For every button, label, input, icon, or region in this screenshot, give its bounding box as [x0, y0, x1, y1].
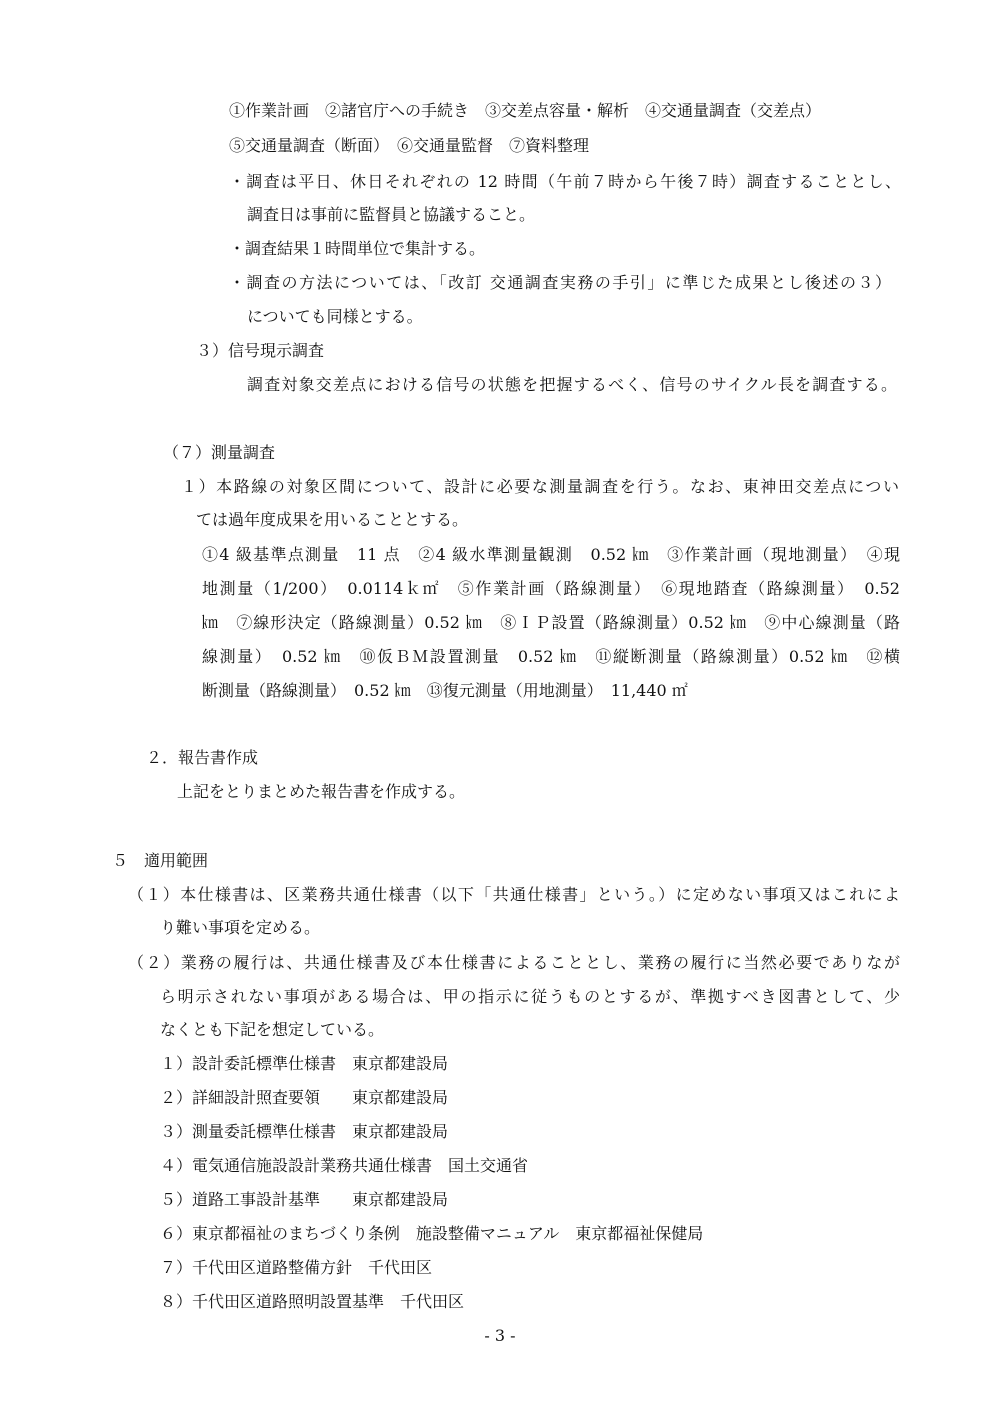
text-line: ①4 級基準点測量 11 点 ②4 級水準測量観測 0.52 ㎞ ③作業計画（現地測量） ④現 — [202, 545, 900, 564]
page-number: - 3 - — [484, 1326, 516, 1345]
text-line: 断測量（路線測量） 0.52 ㎞ ⑬復元測量（用地測量） 11,440 ㎡ — [202, 681, 688, 700]
text-line: り難い事項を定める。 — [160, 918, 321, 937]
text-line: １）本路線の対象区間について、設計に必要な測量調査を行う。なお、東神田交差点につい — [181, 477, 899, 496]
section-heading: ３）信号現示調査 — [196, 341, 325, 360]
text-line: （１）本仕様書は、区業務共通仕様書（以下「共通仕様書」という。）に定めない事項又はこれによ — [128, 885, 900, 904]
list-item: ４）電気通信施設設計業務共通仕様書 国土交通省 — [160, 1156, 529, 1175]
list-item: ８）千代田区道路照明設置基準 千代田区 — [160, 1292, 465, 1311]
text-line: ㎞ ⑦線形決定（路線測量）0.52 ㎞ ⑧ＩＰ設置（路線測量）0.52 ㎞ ⑨中心線測量（路 — [202, 613, 900, 632]
list-item: １）設計委託標準仕様書 東京都建設局 — [160, 1054, 449, 1073]
text-line: 地測量（1/200） 0.0114ｋ㎡ ⑤作業計画（路線測量） ⑥現地踏査（路線測量） 0.52 — [202, 579, 900, 598]
text-line: ①作業計画 ②諸官庁への手続き ③交差点容量・解析 ④交通量調査（交差点） — [229, 101, 822, 120]
list-item: ６）東京都福祉のまちづくり条例 施設整備マニュアル 東京都福祉保健局 — [160, 1224, 704, 1243]
text-line: ・調査結果１時間単位で集計する。 — [229, 239, 486, 258]
section-heading: ５ 適用範囲 — [112, 851, 209, 870]
list-item: ５）道路工事設計基準 東京都建設局 — [160, 1190, 449, 1209]
section-heading: ２．報告書作成 — [146, 748, 259, 767]
list-item: ３）測量委託標準仕様書 東京都建設局 — [160, 1122, 449, 1141]
text-line: ・調査は平日、休日それぞれの 12 時間（午前７時から午後７時）調査することとし、 — [229, 172, 901, 191]
text-line: ては過年度成果を用いることとする。 — [196, 510, 469, 529]
text-line: についても同様とする。 — [247, 307, 423, 326]
text-line: ⑤交通量調査（断面） ⑥交通量監督 ⑦資料整理 — [229, 136, 590, 155]
section-heading: （７）測量調査 — [163, 443, 276, 462]
text-line: （２）業務の履行は、共通仕様書及び本仕様書によることとし、業務の履行に当然必要でありなが — [128, 953, 900, 972]
list-item: ２）詳細設計照査要領 東京都建設局 — [160, 1088, 449, 1107]
text-line: 調査対象交差点における信号の状態を把握するべく、信号のサイクル長を調査する。 — [247, 375, 897, 394]
text-line: 調査日は事前に監督員と協議すること。 — [247, 205, 536, 224]
list-item: ７）千代田区道路整備方針 千代田区 — [160, 1258, 433, 1277]
text-line: 線測量） 0.52 ㎞ ⑩仮ＢＭ設置測量 0.52 ㎞ ⑪縦断測量（路線測量）0.52 ㎞ ⑫横 — [202, 647, 900, 666]
text-line: ら明示されない事項がある場合は、甲の指示に従うものとするが、準拠すべき図書として、少 — [160, 987, 900, 1006]
text-line: 上記をとりまとめた報告書を作成する。 — [177, 782, 466, 801]
text-line: ・調査の方法については、「改訂 交通調査実務の手引」に準じた成果とし後述の３） — [229, 273, 891, 292]
text-line: なくとも下記を想定している。 — [160, 1020, 385, 1039]
